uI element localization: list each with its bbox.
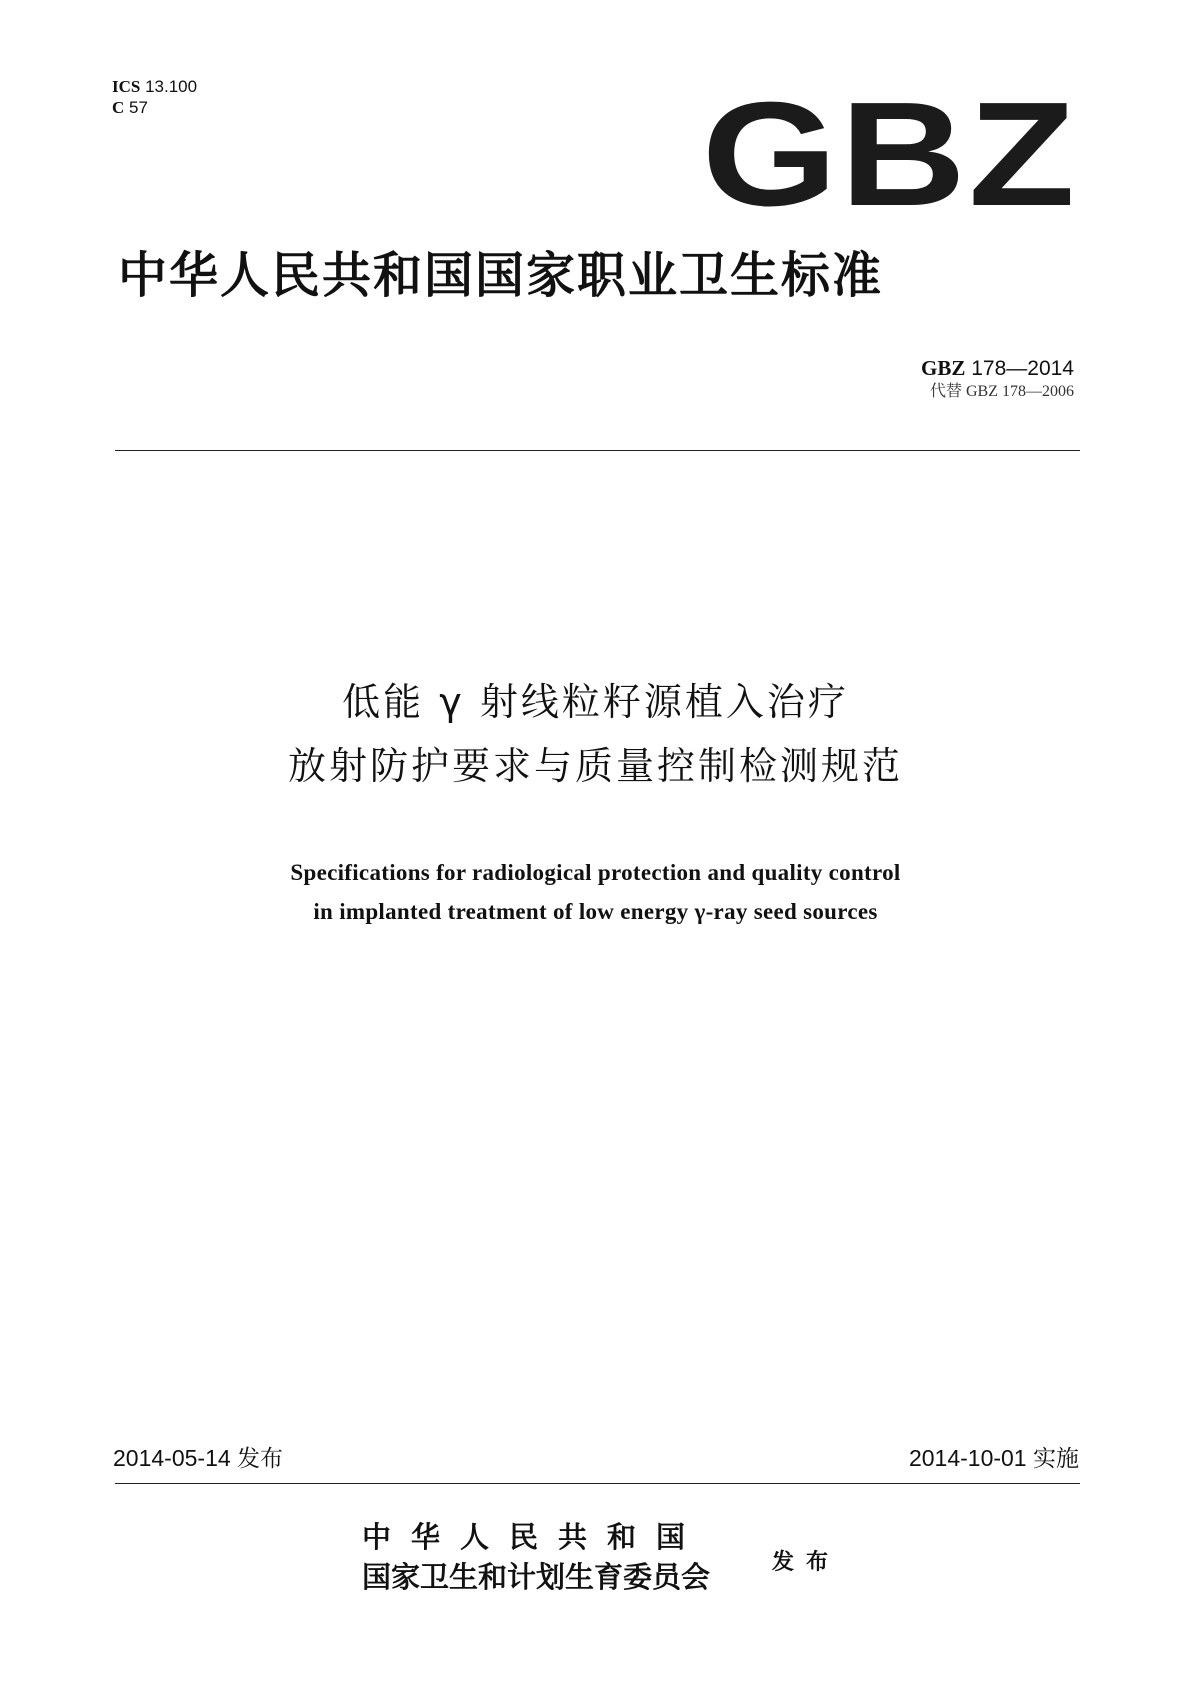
document-title-english: [0, 853, 1191, 931]
issue-date: 2014-05-14 发布: [113, 1445, 284, 1471]
ics-value: 13.100: [145, 77, 198, 96]
title-en-line-2: in implanted treatment of low energy γ-ray seed sources: [313, 899, 878, 924]
title-en-line-1: Specifications for radiological protection and quality control: [290, 860, 901, 885]
issuer-line-1: 中华人民共和国: [362, 1520, 706, 1554]
issuer-action: 发布: [772, 1549, 841, 1575]
title-cn-line-1: 低能 γ 射线粒籽源植入治疗: [342, 680, 849, 724]
standard-code-number: 178—2014: [971, 357, 1074, 380]
classification-codes: [112, 76, 197, 118]
ccs-label: C: [112, 98, 125, 117]
bottom-divider: [115, 1483, 1080, 1484]
issuing-authority: [362, 1517, 710, 1597]
ccs-code: [112, 97, 197, 118]
title-cn-line-2: 放射防护要求与质量控制检测规范: [287, 744, 903, 788]
ics-code: [112, 76, 197, 97]
ics-label: ICS: [112, 77, 141, 96]
gbz-logo: GBZ: [701, 72, 1077, 237]
effective-date: 2014-10-01 实施: [908, 1445, 1079, 1471]
standard-code-prefix: GBZ: [921, 356, 966, 380]
document-title-chinese: [0, 670, 1191, 798]
standard-code: [921, 356, 1074, 381]
standard-code-block: [921, 356, 1074, 403]
replaces-standard: 代替 GBZ 178—2006: [929, 383, 1074, 400]
top-divider: [115, 450, 1080, 451]
national-standard-heading: 中华人民共和国国家职业卫生标准: [118, 247, 884, 304]
ccs-value: 57: [129, 98, 148, 117]
issuer-line-2: 国家卫生和计划生育委员会: [362, 1560, 711, 1594]
